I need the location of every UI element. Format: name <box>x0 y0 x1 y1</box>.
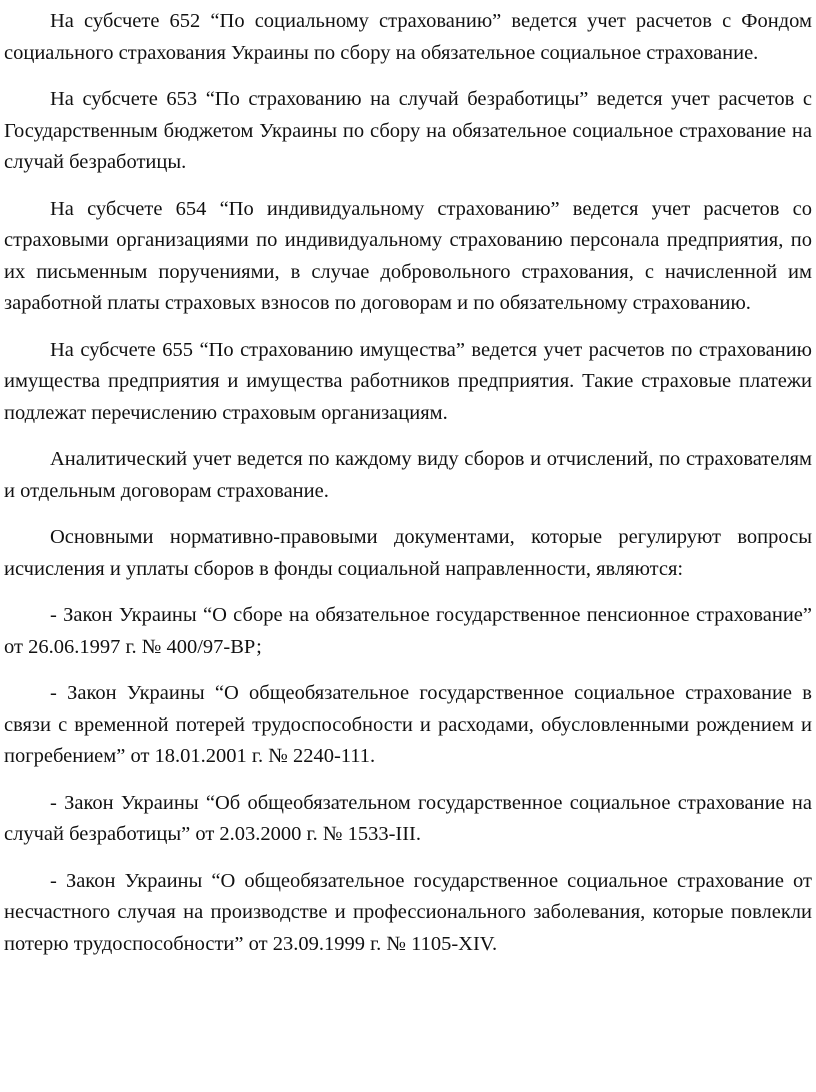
paragraph-subaccount-654: На субсчете 654 “По индивидуальному страхованию” ведется учет расчетов со страховыми организациями по индивидуальному страхованию персонала предприятия, по их письменным поручениями, в случае добровольного страхования, с начисленной им заработной платы страховых взносов по договорам и по обязательному страхованию. <box>4 197 812 314</box>
paragraph-subaccount-652: На субсчете 652 “По социальному страхованию” ведется учет расчетов с Фондом социального страхования Украины по сбору на обязательное социальное страхование. <box>4 10 812 64</box>
list-item-law-unemployment: - Закон Украины “Об общеобязательном государственное социальное страхование на случай безработицы” от 2.03.2000 г. № 1533-III. <box>4 791 812 845</box>
paragraph-subaccount-655: На субсчете 655 “По страхованию имущества” ведется учет расчетов по страхованию имущества предприятия и имущества работников предприятия. Такие страховые платежи подлежат перечислению страховым организациям. <box>4 338 812 424</box>
paragraph-subaccount-653: На субсчете 653 “По страхованию на случай безработицы” ведется учет расчетов с Государственным бюджетом Украины по сбору на обязательное социальное страхование на случай безработицы. <box>4 88 812 173</box>
paragraph-analytical-accounting: Аналитический учет ведется по каждому виду сборов и отчислений, по страхователям и отдельным договорам страхование. <box>4 448 812 502</box>
list-item-law-temporary-disability: - Закон Украины “О общеобязательное государственное социальное страхование в связи с временной потерей трудоспособности и расходами, обусловленными рождением и погребением” от 18.01.2001 г. № 2240-111. <box>4 682 812 767</box>
paragraph-regulatory-documents-intro: Основными нормативно-правовыми документами, которые регулируют вопросы исчисления и уплаты сборов в фонды социальной направленности, являются: <box>4 526 812 580</box>
list-item-law-pension-insurance: - Закон Украины “О сборе на обязательное государственное пенсионное страхование” от 26.06.1997 г. № 400/97-ВР; <box>4 604 812 658</box>
list-item-law-accident-insurance: - Закон Украины “О общеобязательное государственное социальное страхование от несчастного случая на производстве и профессионального заболевания, которые повлекли потерю трудоспособности” от 23.09.1999 г. № 1105-XIV. <box>4 869 812 955</box>
